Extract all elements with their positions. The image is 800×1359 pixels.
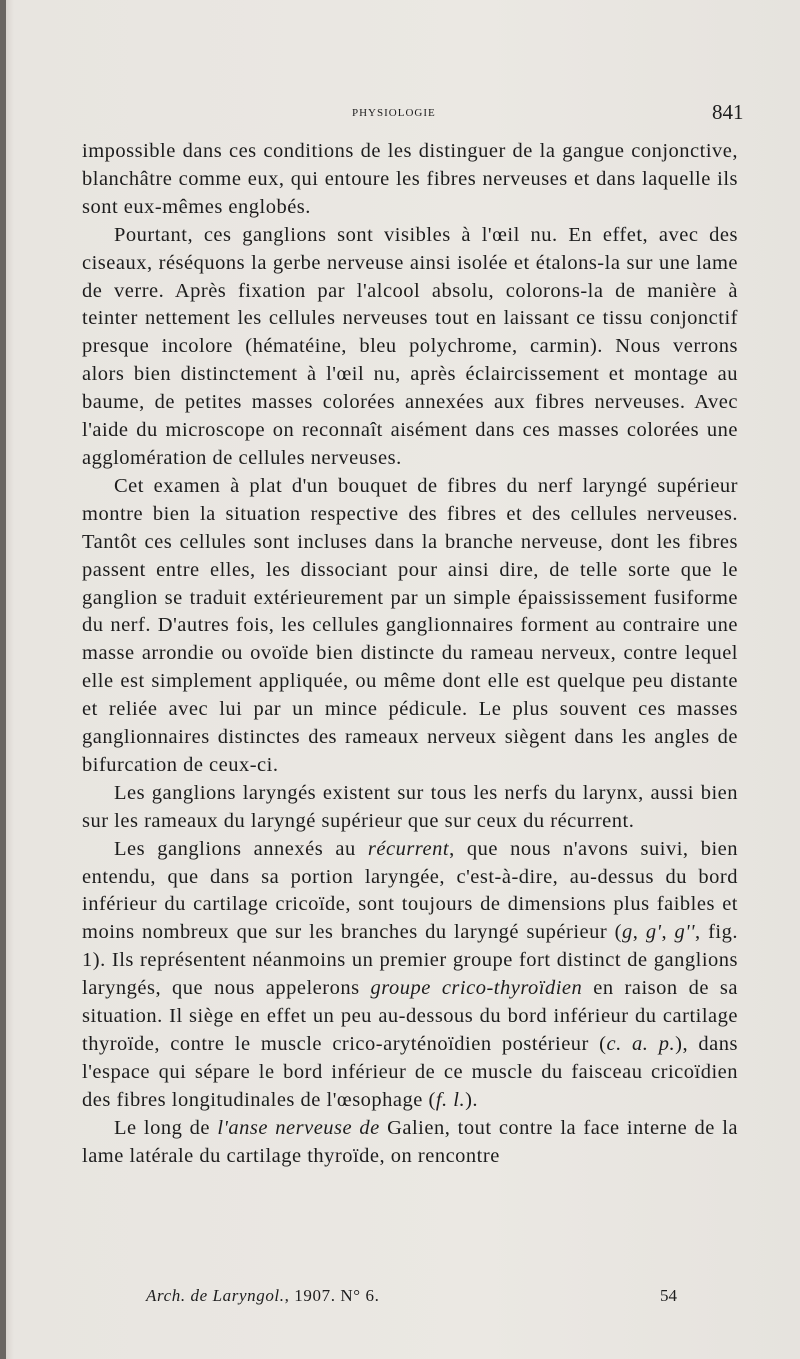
paragraph	[82, 1115, 738, 1171]
text-run: ), dans l'espace qui sépare le bord inférieur de ce muscle du faisceau cricoïdien des fibres longitudinales de l'œsophage (	[82, 1033, 738, 1111]
paragraph	[82, 836, 738, 1115]
paragraph: Cet examen à plat d'un bouquet de fibres du nerf laryngé supérieur montre bien la situation respective des fibres et des cellules nerveuses. Tantôt ces cellules sont incluses dans la branche nerveuse, dont les fibres passent entre elles, les dissociant pour ainsi dire, de telle sorte que le ganglion se traduit extérieurement par un simple épaississement fusiforme du nerf. D'autres fois, les cellules ganglionnaires forment au contraire une masse arrondie ou ovoïde bien distincte du rameau nerveux, contre lequel elle est simplement appliquée, ou même dont elle est quelque peu distante et reliée avec lui par un mince pédicule. Le plus souvent ces masses ganglionnaires distinctes des rameaux nerveux siègent dans les angles de bifurcation de ceux-ci.	[82, 474, 738, 776]
italic-term: groupe crico-thyroïdien	[370, 977, 583, 1000]
binding-edge	[0, 0, 6, 1359]
signature-mark: 54	[660, 1286, 677, 1305]
page-header	[0, 100, 800, 130]
text-run: ).	[465, 1088, 479, 1111]
italic-term: récurrent	[367, 837, 450, 860]
journal-issue: , 1907. N° 6.	[284, 1286, 380, 1305]
page-footer	[0, 1286, 800, 1312]
figure-ref: f. l.	[435, 1088, 466, 1111]
paragraph: impossible dans ces conditions de les distinguer de la gangue conjonctive, blanchâtre comme eux, qui entoure les fibres nerveuses et dans laquelle ils sont eux-mêmes englobés.	[82, 140, 738, 218]
text-run: , fig. 1). Ils représentent néanmoins un premier groupe fort distinct de ganglions laryngés, que nous appelerons	[82, 921, 739, 1000]
text-run: ,	[661, 921, 675, 944]
text-run: Les ganglions annexés au	[114, 837, 368, 860]
figure-ref: g'	[645, 921, 662, 944]
text-run: Le long de	[114, 1116, 218, 1139]
journal-title: Arch. de Laryngol.	[146, 1286, 285, 1305]
text-run: Galien, tout contre la face interne de la lame latérale du cartilage thyroïde, on rencontre	[82, 1116, 738, 1167]
text-run: en raison de sa situation. Il siège en effet un peu au-dessous du bord inférieur du cartilage thyroïde, contre le muscle crico-aryténoïdien postérieur (	[82, 977, 739, 1055]
text-run: , que nous n'avons suivi, bien entendu, que dans sa portion laryngée, c'est-à-dire, au-dessus du bord inférieur du cartilage cricoïde, sont toujours de dimensions plus faibles et moins nombreux que sur les branches du laryngé supérieur (	[82, 837, 738, 944]
running-title: physiologie	[352, 104, 436, 120]
body-text	[82, 138, 738, 1171]
text-run: ,	[632, 921, 646, 944]
italic-term: l'anse nerveuse de	[217, 1116, 380, 1139]
figure-ref: g	[622, 921, 633, 944]
paragraph: Les ganglions laryngés existent sur tous les nerfs du larynx, aussi bien sur les rameaux du laryngé supérieur que sur ceux du récurrent.	[82, 781, 738, 832]
figure-ref: g''	[674, 921, 696, 944]
page-number: 841	[712, 100, 744, 124]
journal-citation	[146, 1286, 380, 1306]
paragraph: Pourtant, ces ganglions sont visibles à l'œil nu. En effet, avec des ciseaux, réséquons la gerbe nerveuse ainsi isolée et étalons-la sur une lame de verre. Après fixation par l'alcool absolu, colorons-la de manière à teinter nettement les cellules nerveuses tout en laissant ce tissu conjonctif presque incolore (hématéine, bleu polychrome, carmin). Nous verrons alors bien distinctement à l'œil nu, après éclaircissement et montage au baume, de petites masses colorées annexées aux fibres nerveuses. Avec l'aide du microscope on reconnaît aisément dans ces masses colorées une agglomération de cellules nerveuses.	[82, 223, 738, 469]
figure-ref: c. a. p.	[606, 1033, 676, 1055]
